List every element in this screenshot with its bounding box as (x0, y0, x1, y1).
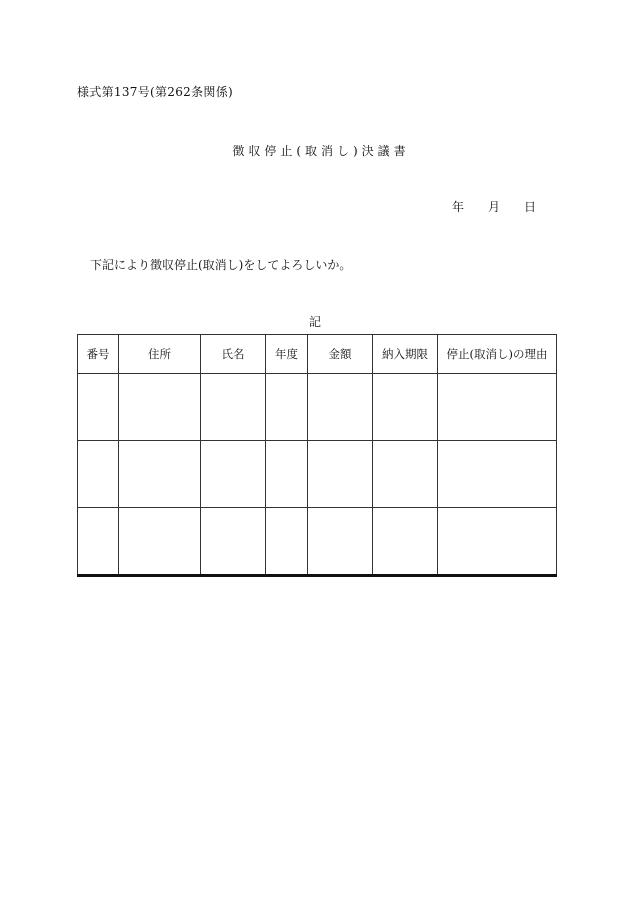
table-cell (78, 508, 119, 576)
ki-heading: 記 (308, 315, 321, 329)
table-cell (201, 441, 266, 508)
header-amount: 金額 (308, 335, 373, 374)
table-cell (308, 441, 373, 508)
table-row (78, 374, 557, 441)
table-cell (373, 374, 438, 441)
table-cell (78, 441, 119, 508)
table-cell (266, 508, 308, 576)
record-table (77, 334, 557, 577)
table-cell (438, 441, 557, 508)
body-text: 下記により徴収停止(取消し)をしてよろしいか。 (90, 258, 352, 272)
table-cell (119, 508, 201, 576)
table-cell (438, 508, 557, 576)
table-cell (373, 508, 438, 576)
date-year-label: 年 (452, 200, 465, 214)
table-cell (119, 441, 201, 508)
form-number: 様式第137号(第262条関係) (77, 85, 233, 99)
date-month-label: 月 (488, 200, 501, 214)
header-address: 住所 (119, 335, 201, 374)
table-row (78, 508, 557, 576)
table-cell (201, 508, 266, 576)
table-cell (308, 508, 373, 576)
header-due-date: 納入期限 (373, 335, 438, 374)
table-cell (119, 374, 201, 441)
table-cell (201, 374, 266, 441)
table-row (78, 441, 557, 508)
table-cell (78, 374, 119, 441)
date-row (452, 198, 536, 215)
table-cell (308, 374, 373, 441)
header-number: 番号 (78, 335, 119, 374)
date-day-label: 日 (524, 200, 537, 214)
table-cell (373, 441, 438, 508)
document-title: 徴収停止(取消し)決議書 (232, 144, 410, 158)
table-cell (266, 441, 308, 508)
header-name: 氏名 (201, 335, 266, 374)
header-reason: 停止(取消し)の理由 (438, 335, 557, 374)
table-cell (266, 374, 308, 441)
table-cell (438, 374, 557, 441)
header-fiscal-year: 年度 (266, 335, 308, 374)
table-header-row (78, 335, 557, 374)
